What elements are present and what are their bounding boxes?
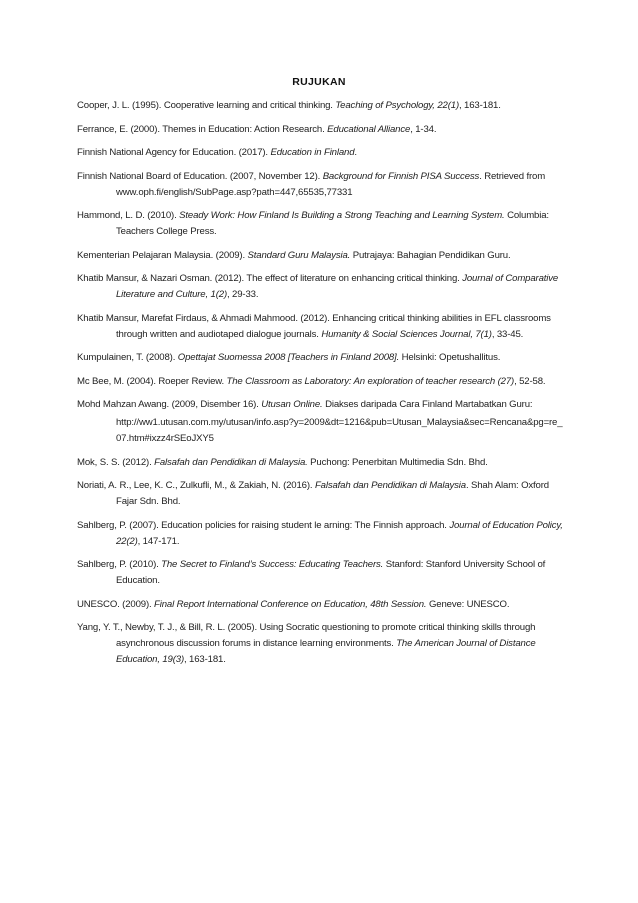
reference-source: Journal of Comparative Literature and Culture, 1(2): [116, 273, 559, 300]
reference-source: Final Report International Conference on Education, 48th Session.: [154, 598, 427, 610]
reference-text: Kumpulainen, T. (2008).: [77, 352, 178, 363]
reference-entry: [77, 98, 567, 114]
reference-text: Sahlberg, P. (2010).: [77, 559, 162, 570]
reference-entry: [77, 169, 567, 201]
reference-text-end: . Shah Alam: Oxford Fajar Sdn. Bhd.: [116, 480, 549, 507]
reference-text: UNESCO. (2009).: [77, 598, 155, 610]
reference-source: Opettajat Suomessa 2008 [Teachers in Finland 2008].: [177, 352, 400, 363]
reference-text: Kementerian Pelajaran Malaysia. (2009).: [77, 249, 248, 261]
reference-text-end: Geneve: UNESCO.: [426, 598, 510, 610]
reference-text-end: , 1-34.: [410, 123, 437, 135]
reference-source: Utusan Online.: [261, 399, 323, 410]
reference-text: Hammond, L. D. (2010).: [77, 210, 180, 221]
reference-source: Teaching of Psychology, 22(1): [335, 100, 459, 111]
reference-source: Background for Finnish PISA Success: [322, 170, 480, 182]
reference-text: Noriati, A. R., Lee, K. C., Zulkufli, M., & Zakiah, N. (2016).: [77, 480, 315, 491]
reference-entry: [77, 557, 567, 589]
reference-text-end: Diakses daripada Cara Finland Martabatkan Guru:: [322, 399, 533, 410]
reference-text: Mohd Mahzan Awang. (2009, Disember 16).: [77, 399, 262, 410]
reference-text-end: .: [354, 147, 357, 158]
reference-entry: [77, 350, 567, 366]
reference-entry: [77, 145, 567, 161]
reference-entry: [77, 271, 567, 303]
reference-text: Khatib Mansur, Marefat Firdaus, & Ahmadi Mahmood. (2012). Enhancing critical thinking abilities in EFL classrooms through written and audiotaped dialogue journals.: [77, 312, 551, 340]
reference-list: [77, 98, 567, 676]
reference-source: Steady Work: How Finland Is Building a Strong Teaching and Learning System.: [179, 210, 505, 221]
reference-text-end: Helsinki: Opetushallitus.: [399, 352, 501, 363]
reference-source: Humanity & Social Sciences Journal, 7(1): [321, 328, 492, 340]
reference-entry: [77, 518, 567, 550]
reference-entry: [77, 478, 567, 510]
reference-source: The American Journal of Distance Education, 19(3): [116, 638, 536, 665]
reference-text-end: Puchong: Penerbitan Multimedia Sdn. Bhd.: [307, 456, 488, 468]
reference-entry: [77, 311, 567, 343]
reference-text: Finnish National Board of Education. (2007, November 12).: [77, 170, 323, 182]
reference-source: Falsafah dan Pendidikan di Malaysia: [314, 480, 466, 491]
reference-text: Mok, S. S. (2012).: [77, 456, 155, 468]
reference-entry: [77, 597, 567, 613]
reference-source: Standard Guru Malaysia.: [247, 249, 351, 261]
reference-source: The Secret to Finland’s Success: Educating Teachers.: [161, 559, 384, 570]
reference-text-end: Stanford: Stanford University School of Education.: [116, 559, 546, 586]
reference-source: Journal of Education Policy, 22(2): [116, 519, 563, 547]
reference-entry: [77, 374, 567, 390]
reference-entry: [77, 208, 567, 240]
reference-text-end: Putrajaya: Bahagian Pendidikan Guru.: [350, 249, 511, 261]
reference-url: http://ww1.utusan.com.my/utusan/info.asp?y=2009&dt=1216&pub=Utusan_Malaysia&sec=Rencana&pg=re_07.htm#ixzz4rSEoJXY5: [116, 417, 563, 444]
reference-entry: [77, 620, 567, 668]
reference-text-end: , 147-171.: [137, 535, 180, 547]
reference-source: Educational Alliance: [327, 123, 411, 135]
reference-text-end: , 29-33.: [227, 289, 259, 300]
reference-entry: [77, 248, 567, 264]
reference-text: Ferrance, E. (2000). Themes in Education: Action Research.: [77, 123, 328, 135]
reference-entry: [77, 397, 567, 447]
reference-text-end: . Retrieved from www.oph.fi/english/SubPage.asp?path=447,65535,77331: [116, 170, 546, 198]
reference-text-end: , 163-181.: [459, 100, 501, 111]
reference-text-end: , 33-45.: [491, 328, 524, 340]
reference-entry: [77, 122, 567, 138]
reference-text-end: , 52-58.: [514, 375, 546, 387]
reference-source: Education in Finland: [270, 147, 355, 158]
reference-text: Yang, Y. T., Newby, T. J., & Bill, R. L. (2005). Using Socratic questioning to promote critical thinking skills through asynchronous discussion forums in distance learning environments.: [77, 622, 536, 649]
reference-text: Mc Bee, M. (2004). Roeper Review.: [77, 375, 227, 387]
reference-text-end: , 163-181.: [184, 654, 226, 665]
reference-text: Khatib Mansur, & Nazari Osman. (2012). The effect of literature on enhancing critical thinking.: [77, 273, 463, 284]
reference-text: Sahlberg, P. (2007). Education policies for raising student le arning: The Finnish approach.: [77, 519, 450, 531]
reference-text: Cooper, J. L. (1995). Cooperative learning and critical thinking.: [77, 100, 336, 111]
reference-entry: [77, 455, 567, 471]
reference-text-end: Columbia: Teachers College Press.: [116, 210, 549, 237]
reference-source: Falsafah dan Pendidikan di Malaysia.: [154, 456, 308, 468]
reference-source: The Classroom as Laboratory: An exploration of teacher research (27): [226, 375, 515, 387]
reference-text: Finnish National Agency for Education. (2017).: [77, 147, 271, 158]
page-title: RUJUKAN: [292, 76, 346, 88]
